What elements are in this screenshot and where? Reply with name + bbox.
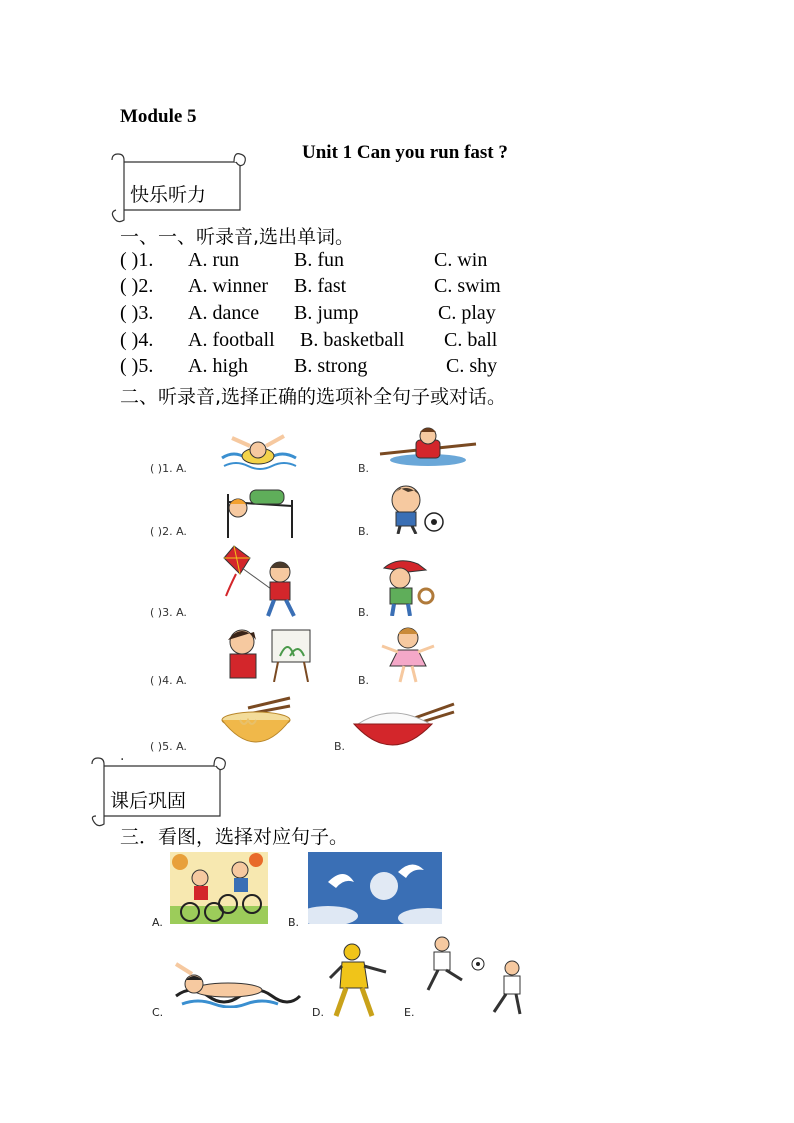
banner-after-class	[88, 754, 228, 828]
option-c: C. swim	[434, 275, 501, 297]
item-label-a: ( )5. A.	[150, 740, 187, 753]
pic-label-b: B.	[288, 916, 300, 929]
question-number: ( )4.	[120, 329, 154, 351]
rice-bowl-icon	[352, 702, 456, 757]
pic-label-e: E.	[404, 1006, 415, 1019]
kite-boy-icon	[220, 544, 306, 623]
question-number: ( )1.	[120, 249, 154, 271]
option-c: C. play	[438, 302, 496, 324]
option-b: B. fun	[294, 249, 344, 271]
item-label-b: B.	[358, 606, 370, 619]
pic-label-d: D.	[312, 1006, 324, 1019]
option-b: B. basketball	[300, 329, 405, 351]
pic-label-c: C.	[152, 1006, 164, 1019]
banner-label: 课后巩固	[110, 790, 187, 812]
option-a: A. winner	[188, 275, 268, 297]
item-label-a: ( )3. A.	[150, 606, 187, 619]
banner-happy-listening	[108, 150, 248, 224]
cycling-kids-icon	[170, 852, 268, 929]
section1-title: 一、一、听录音,选出单词。	[120, 226, 355, 248]
swimmer-icon	[172, 954, 302, 1013]
item-label-b: B.	[358, 462, 370, 475]
banner-label: 快乐听力	[130, 184, 207, 206]
high-jump-icon	[220, 484, 310, 543]
rowing-boy-icon	[378, 424, 478, 473]
option-b: B. strong	[294, 355, 368, 377]
stray-dot: .	[120, 748, 125, 764]
item-label-a: ( )1. A.	[150, 462, 187, 475]
dancing-girl-icon	[378, 624, 438, 689]
swimming-boy-icon	[220, 428, 298, 479]
pretzel-boy-icon	[378, 556, 438, 621]
question-number: ( )5.	[120, 355, 154, 377]
noodles-bowl-icon	[220, 694, 292, 757]
module-title: Module 5	[120, 106, 197, 127]
option-a: A. football	[188, 329, 275, 351]
option-b: B. jump	[294, 302, 359, 324]
option-b: B. fast	[294, 275, 347, 297]
football-players-icon	[420, 934, 526, 1023]
item-label-a: ( )4. A.	[150, 674, 187, 687]
unit-title: Unit 1 Can you run fast ?	[302, 142, 508, 163]
option-a: A. high	[188, 355, 248, 377]
item-label-b: B.	[358, 674, 370, 687]
question-number: ( )3.	[120, 302, 154, 324]
item-label-a: ( )2. A.	[150, 525, 187, 538]
option-a: A. run	[188, 249, 240, 271]
kungfu-man-icon	[328, 942, 390, 1023]
pic-label-a: A.	[152, 916, 163, 929]
option-c: C. shy	[446, 355, 498, 377]
item-label-b: B.	[358, 525, 370, 538]
option-c: C. ball	[444, 329, 498, 351]
option-c: C. win	[434, 249, 488, 271]
soccer-boy-icon	[380, 482, 446, 539]
option-a: A. dance	[188, 302, 260, 324]
question-number: ( )2.	[120, 275, 154, 297]
item-label-b: B.	[334, 740, 346, 753]
section3-title: 三．看图，选择对应句子。	[120, 826, 349, 848]
section2-title: 二、听录音,选择正确的选项补全句子或对话。	[120, 386, 507, 408]
painting-girl-icon	[222, 626, 314, 687]
flying-doves-icon	[308, 852, 442, 929]
